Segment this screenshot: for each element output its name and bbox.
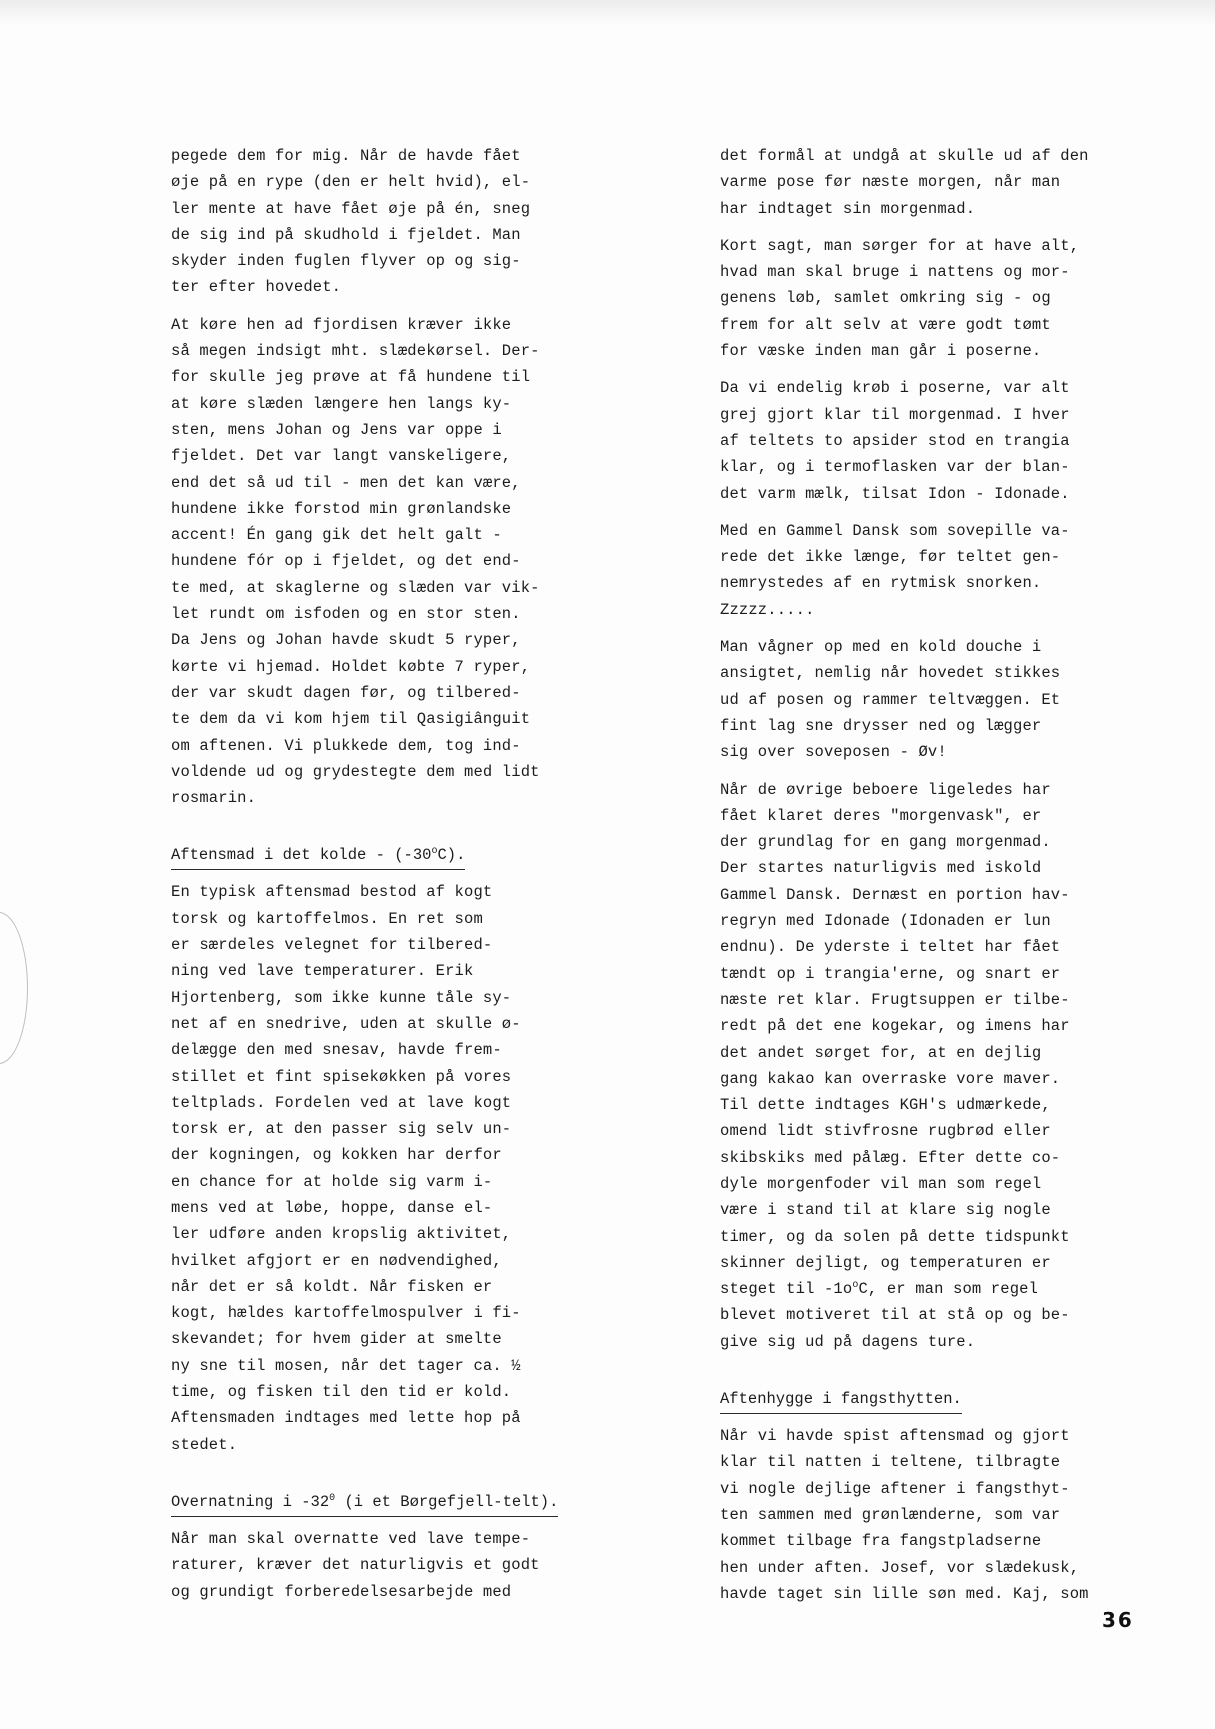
paragraph: Man vågner op med en kold douche i ansigtet, nemlig når hovedet stikkes ud af posen og rammer teltvæggen. Et fint lag sne drysser ned og lægger sig over soveposen - Øv! (720, 638, 1061, 762)
heading-text: Overnatning i -32 (171, 1492, 330, 1511)
heading-text: Aftensmad i det kolde - (-30 (171, 846, 432, 865)
paragraph: En typisk aftensmad bestod af kogt torsk og kartoffelmos. En ret som er særdeles velegnet for tilbered- ning ved lave temperaturer. Erik Hjortenberg, som ikke kunne tåle sy- net af en snedrive, uden at skulle ø- delægge den med snesav, havde frem- stillet et fint spisekøkken på vores teltplads. Fordelen ved at lave kogt torsk er, at den passer sig selv un- der kogningen, og kokken har derfor en chance for at holde sig varm i- mens ved at løbe, hoppe, danse el- ler udføre anden kropslig aktivitet, hvilket afgjort er en nødvendighed, når det er så koldt. Når fisken er kogt, hældes kartoffelmospulver i fi- skevandet; for hvem gider at smelte ny sne til mosen, når det tager ca. ½ time, og fisken til den tid er kold. Aftensmaden indtages med lette hop på stedet. (171, 883, 521, 1454)
paragraph: det formål at undgå at skulle ud af den varme pose før næste morgen, når man har indtaget sin morgenmad. (720, 147, 1089, 218)
degree-superscript: o (852, 1280, 859, 1292)
paragraph-text: Når de øvrige beboere ligeledes har fået klaret deres "morgenvask", er der grundlag for en gang morgenmad. Der startes naturligvis med iskold Gammel Dansk. Dernæst en portion hav- regryn med Idonade (Idonaden er lun endnu). De yderste i teltet har fået tændt op i trangia'erne, og snart er næste ret klar. Frugtsuppen er tilbe- redt på det ene kogekar, og imens har det andet sørget for, at en dejlig gang kakao kan overraske vore maver. Til dette indtages KGH's udmærkede, omend lidt stivfrosne rugbrød eller skibskiks med pålæg. Efter dette co- dyle morgenfoder vil man som regel være i stand til at klare sig nogle timer, og da solen på dette tidspunkt skinner dejligt, og temperaturen er steget til -1o (720, 780, 1070, 1299)
degree-superscript: 0 (329, 1492, 336, 1504)
section-heading-overnatning (171, 1489, 558, 1517)
paragraph-text: C, er man som regel blevet motiveret til at stå op og be- give sig ud på dagens ture. (720, 1280, 1070, 1351)
paragraph: At køre hen ad fjordisen kræver ikke så megen indsigt mht. slædekørsel. Der- for skulle jeg prøve at få hundene til at køre slæden længere hen langs ky- sten, mens Johan og Jens var oppe i fjeldet. Det var langt vanskeligere, end det så ud til - men det kan være, hundene ikke forstod min grønlandske accent! Én gang gik det helt galt - hundene fór op i fjeldet, og det end- te med, at skaglerne og slæden var vik- let rundt om isfoden og en stor sten. Da Jens og Johan havde skudt 5 ryper, kørte vi hjemad. Holdet købte 7 ryper, der var skudt dagen før, og tilbered- te dem da vi kom hjem til Qasigiânguit om aftenen. Vi plukkede dem, tog ind- voldende ud og grydestegte dem med lidt rosmarin. (171, 315, 540, 808)
section-heading-aftenhygge: Aftenhygge i fangsthytten. (720, 1386, 962, 1414)
paragraph (720, 777, 1130, 1356)
paragraph: Når vi havde spist aftensmad og gjort klar til natten i teltene, tilbragte vi nogle dejlige aftener i fangsthyt- ten sammen med grønlænderne, som var kommet tilbage fra fangstpladserne hen under aften. Josef, vor slædekusk, havde taget sin lille søn med. Kaj, som (720, 1427, 1089, 1603)
heading-text: C). (437, 846, 466, 865)
paragraph: Kort sagt, man sørger for at have alt, hvad man skal bruge i nattens og mor- genens løb, samlet omkring sig - og frem for alt selv at være godt tømt for væske inden man går i poserne. (720, 236, 1080, 361)
section-heading-aftensmad (171, 842, 465, 870)
page-number: 36 (1102, 1608, 1134, 1632)
punch-hole-mark (0, 912, 28, 1064)
paragraph: Når man skal overnatte ved lave tempe- raturer, kræver det naturligvis et godt og grundigt forberedelsesarbejde med (171, 1529, 540, 1601)
page-top-edge (0, 0, 1215, 26)
paragraph: Med en Gammel Dansk som sovepille va- rede det ikke længe, før teltet gen- nemrystedes af en rytmisk snorken. Zzzzz..... (720, 521, 1070, 619)
left-column (171, 143, 591, 1616)
degree-superscript: o (431, 846, 438, 858)
paragraph: Da vi endelig krøb i poserne, var alt grej gjort klar til morgenmad. I hver af teltets to apsider stod en trangia klar, og i termoflasken var der blan- det varm mælk, tilsat Idon - Idonade. (720, 379, 1070, 503)
heading-text: (i et Børgefjell-telt). (335, 1492, 559, 1511)
right-column (720, 143, 1130, 1618)
paragraph: pegede dem for mig. Når de havde fået øje på en rype (den er helt hvid), el- ler mente at have fået øje på én, sneg de sig ind på skudhold i fjeldet. Man skyder inden fuglen flyver op og sig- ter efter hovedet. (171, 147, 531, 297)
